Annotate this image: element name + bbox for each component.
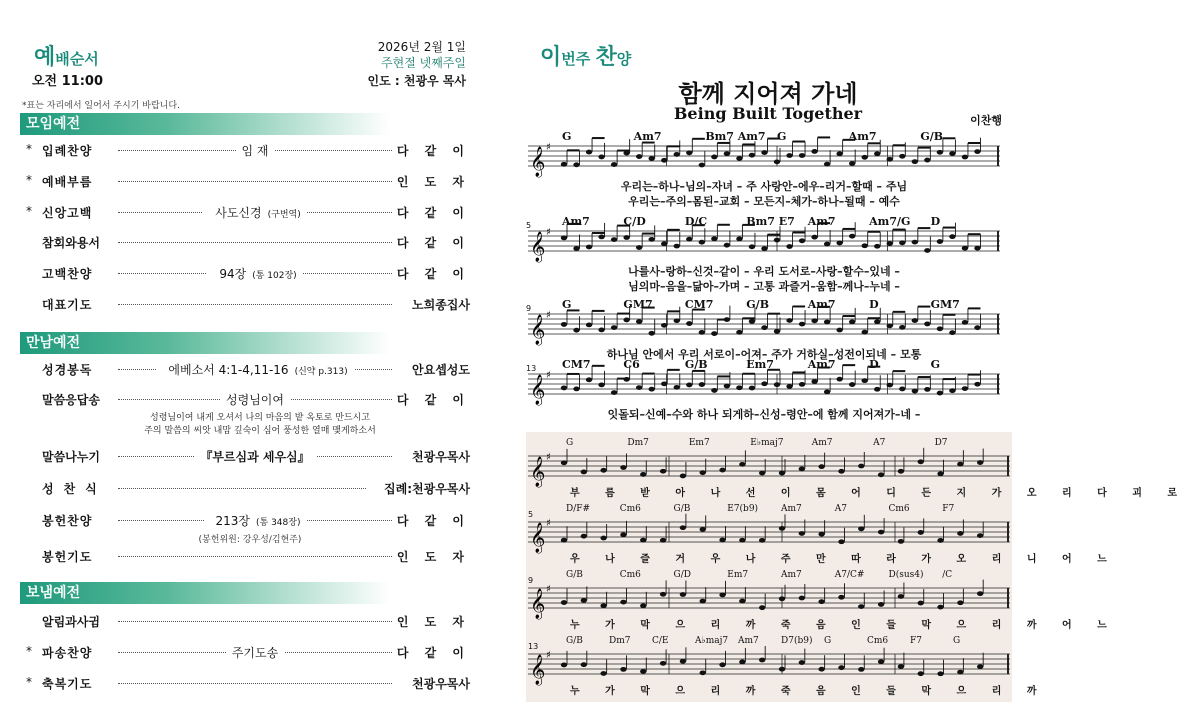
chord-label: Am7 xyxy=(633,130,662,143)
chord-label: Am7 xyxy=(807,298,836,311)
chord-label: D7(b9) xyxy=(781,636,813,646)
chord-label: CM7 xyxy=(562,358,591,371)
order-row: 말씀응답송 성령님이여 다 같 이 xyxy=(42,393,470,407)
song-composer: 이찬행 xyxy=(970,114,1002,127)
chord-label: C/D xyxy=(623,215,646,228)
svg-text:♯: ♯ xyxy=(546,227,551,238)
chord-label: G/B xyxy=(566,636,583,646)
lyric-line: 나를사–랑하–신것–같이 – 우리 도서로–사랑–할수–있네 – xyxy=(628,265,900,278)
staff-system xyxy=(526,570,1118,632)
chord-label: Cm6 xyxy=(867,636,889,646)
svg-text:♯: ♯ xyxy=(546,650,551,661)
chord-label: GM7 xyxy=(930,298,960,311)
sheet-music-2 xyxy=(526,432,1188,702)
section-gathering: 모임예전 xyxy=(20,113,390,135)
chord-label: Am7/G xyxy=(869,215,911,228)
staff-system xyxy=(526,636,1048,698)
svg-text:♯: ♯ xyxy=(546,142,551,153)
chord-label: G/B xyxy=(920,130,944,143)
chord-label: Cm6 xyxy=(619,570,641,580)
svg-text:♯: ♯ xyxy=(546,518,551,529)
chord-label: CM7 xyxy=(684,298,714,311)
order-row: * 축복기도 천광우목사 xyxy=(26,675,470,691)
measure-number: 9 xyxy=(526,304,532,313)
measure-number: 9 xyxy=(528,576,534,585)
song-title-korean: 함께 지어져 가네 xyxy=(678,80,858,108)
chord-label: G xyxy=(824,636,832,646)
order-row: * 신앙고백 사도신경 (구번역) 다 같 이 xyxy=(26,204,470,220)
lyric-line: 님의마–음을–닮아–가며 – 고통 과즐거–움함–께나–누네 – xyxy=(628,280,900,293)
measure-number: 13 xyxy=(526,364,537,373)
chord-label: E♭maj7 xyxy=(750,438,784,448)
chord-label: F7 xyxy=(942,504,955,514)
svg-text:♯: ♯ xyxy=(546,584,551,595)
music-staff xyxy=(526,308,1002,345)
chord-label: A7/C# xyxy=(834,570,865,580)
chord-label: /C xyxy=(942,570,953,580)
hymn-panel xyxy=(512,0,1188,724)
svg-text:♯: ♯ xyxy=(546,370,551,381)
chord-label: G/D xyxy=(673,570,691,580)
chord-label: D7 xyxy=(934,438,948,448)
order-row: 알림과사귐 인 도 자 xyxy=(42,615,470,629)
music-staff xyxy=(526,225,1002,262)
staff-system xyxy=(526,358,1002,438)
svg-text:𝄞: 𝄞 xyxy=(530,523,546,553)
order-row: 성경봉독 에베소서 4:1-4,11-16 (신약 p.313) 안요셉성도 xyxy=(42,363,470,377)
chord-label: Am7 xyxy=(781,504,802,514)
chord-label: GM7 xyxy=(623,298,653,311)
chord-label: C6 xyxy=(623,358,640,371)
music-staff xyxy=(526,648,1012,685)
svg-text:𝄞: 𝄞 xyxy=(530,457,546,487)
order-row: * 예배부름 인 도 자 xyxy=(26,173,470,189)
chord-label: Am7 xyxy=(738,636,759,646)
measure-number: 5 xyxy=(528,510,534,519)
measure-number: 13 xyxy=(528,642,539,651)
staff-system xyxy=(526,504,1118,566)
staff-system xyxy=(526,130,1002,210)
section-sending: 보냄예전 xyxy=(20,582,390,604)
chord-label: Am7 xyxy=(807,358,836,371)
chord-label: A7 xyxy=(873,438,886,448)
svg-text:𝄞: 𝄞 xyxy=(530,232,546,262)
order-row: 성찬식 집례:천광우목사 xyxy=(42,482,470,496)
lyric-line: 누 가 막 으 리 까 죽 음 인 들 막 으 리 까 xyxy=(570,686,1048,697)
order-row: 봉헌기도 인 도 자 xyxy=(42,550,470,564)
order-row: 말씀나누기 『부르심과 세우심』 천광우목사 xyxy=(42,450,470,464)
worship-order-panel xyxy=(0,0,500,724)
chord-label: Am7 xyxy=(807,215,836,228)
chord-label: E7(b9) xyxy=(727,504,759,514)
order-row: 고백찬양 94장 (통 102장) 다 같 이 xyxy=(42,267,470,281)
music-staff xyxy=(526,516,1012,553)
service-leader: 인도 : 천광우 목사 xyxy=(367,74,466,88)
chord-label: G xyxy=(562,130,572,143)
svg-text:♯: ♯ xyxy=(546,310,551,321)
chord-label: D/C xyxy=(684,215,708,228)
order-row: 봉헌찬양 213장 (통 348장) 다 같 이 xyxy=(42,514,470,528)
song-title-english: Being Built Together xyxy=(673,104,863,123)
chord-label: Em7 xyxy=(746,358,774,371)
chord-label: F7 xyxy=(910,636,922,646)
music-staff xyxy=(526,450,1012,487)
svg-text:𝄞: 𝄞 xyxy=(530,655,546,685)
chord-label: D(sus4) xyxy=(888,570,924,580)
service-date: 2026년 2월 1일 xyxy=(377,40,466,54)
music-staff xyxy=(526,140,1002,177)
order-row: 참회와용서 다 같 이 xyxy=(42,236,470,250)
chord-label: C/E xyxy=(652,636,669,646)
chord-label: Am7 xyxy=(811,438,833,448)
music-staff xyxy=(526,582,1012,619)
lyric-line: 우 나 즐 거 우 나 주 만 따 라 가 오 리 니 어 느 xyxy=(570,554,1118,565)
chord-label: Am7 xyxy=(848,130,877,143)
liturgical-season: 주현절 넷째주일 xyxy=(381,56,466,70)
lyric-line: 누 가 막 으 리 까 죽 음 인 들 막 으 리 까 어 느 xyxy=(570,620,1118,631)
standing-notice: *표는 자리에서 일어서 주시기 바랍니다. xyxy=(22,101,180,111)
order-title: 예배순서 xyxy=(34,45,99,70)
order-row: * 입례찬양 임 재 다 같 이 xyxy=(26,142,470,158)
chord-label: Cm6 xyxy=(619,504,641,514)
music-staff xyxy=(526,368,1002,405)
measure-number: 5 xyxy=(526,221,532,230)
chord-label: Bm7 Am7 xyxy=(705,130,766,143)
offering-committee: (봉헌위원: 강우성/김현주) xyxy=(198,535,302,545)
order-row: 대표기도 노희종집사 xyxy=(42,298,470,312)
response-song-lyrics: 성령님이여 내게 오셔서 나의 마음의 밭 옥토로 만드시고 주의 말씀의 씨앗 내맘 깊숙이 심어 풍성한 열매 맺게하소서 xyxy=(144,413,376,436)
staff-system xyxy=(526,438,1188,500)
svg-text:♯: ♯ xyxy=(546,452,551,463)
chord-label: Cm6 xyxy=(888,504,910,514)
chord-label: D xyxy=(869,298,879,311)
chord-label: G xyxy=(566,438,574,448)
chord-label: A7 xyxy=(834,504,847,514)
chord-label: Em7 xyxy=(727,570,749,580)
svg-text:𝄞: 𝄞 xyxy=(530,315,546,345)
chord-label: G/B xyxy=(684,358,708,371)
chord-label: Am7 xyxy=(781,570,802,580)
lyric-line: 우리는–주의–몸된–교회 – 모든지–체가–하나–될때 – 예수 xyxy=(628,195,900,208)
chord-label: D xyxy=(930,215,941,228)
chord-label: G xyxy=(930,358,940,371)
chord-label: A♭maj7 xyxy=(695,636,729,646)
chord-label: Dm7 xyxy=(627,438,649,448)
lyric-line: 부 름 받 아 나 선 이 몸 어 디 든 지 가 오 리 다 괴 로 xyxy=(570,488,1188,499)
chord-label: G xyxy=(953,636,961,646)
chord-label: G/B xyxy=(566,570,583,580)
chord-label: G xyxy=(562,298,572,311)
svg-text:𝄞: 𝄞 xyxy=(530,147,546,177)
svg-text:𝄞: 𝄞 xyxy=(530,589,546,619)
staff-system xyxy=(526,215,1002,295)
chord-label: G/B xyxy=(746,298,769,311)
chord-label: D/F# xyxy=(566,504,591,514)
chord-label: Bm7 E7 xyxy=(746,215,795,228)
svg-text:𝄞: 𝄞 xyxy=(530,375,546,405)
chord-label: G/B xyxy=(673,504,691,514)
chord-label: Am7 xyxy=(562,215,590,228)
chord-label: Dm7 xyxy=(609,636,631,646)
hymn-section-title: 이번주 찬양 xyxy=(540,45,632,70)
chord-label: G xyxy=(777,130,787,143)
lyric-line: 하나님 안에서 우리 서로이–어져– 주가 거하실–성전이되네 – 모통 xyxy=(606,348,922,361)
section-encounter: 만남예전 xyxy=(20,332,390,354)
chord-label: Em7 xyxy=(688,438,710,448)
service-time: 오전 11:00 xyxy=(32,74,104,89)
chord-label: D xyxy=(869,358,879,371)
lyric-line: 우리는–하나–님의–자녀 – 주 사랑안–에우–리거–할때 – 주님 xyxy=(620,180,908,193)
order-row: * 파송찬양 주기도송 다 같 이 xyxy=(26,644,470,660)
lyric-line: 잇돌되–신예–수와 하나 되게하–신성–령안–에 함께 지어져가–네 – xyxy=(607,408,921,421)
